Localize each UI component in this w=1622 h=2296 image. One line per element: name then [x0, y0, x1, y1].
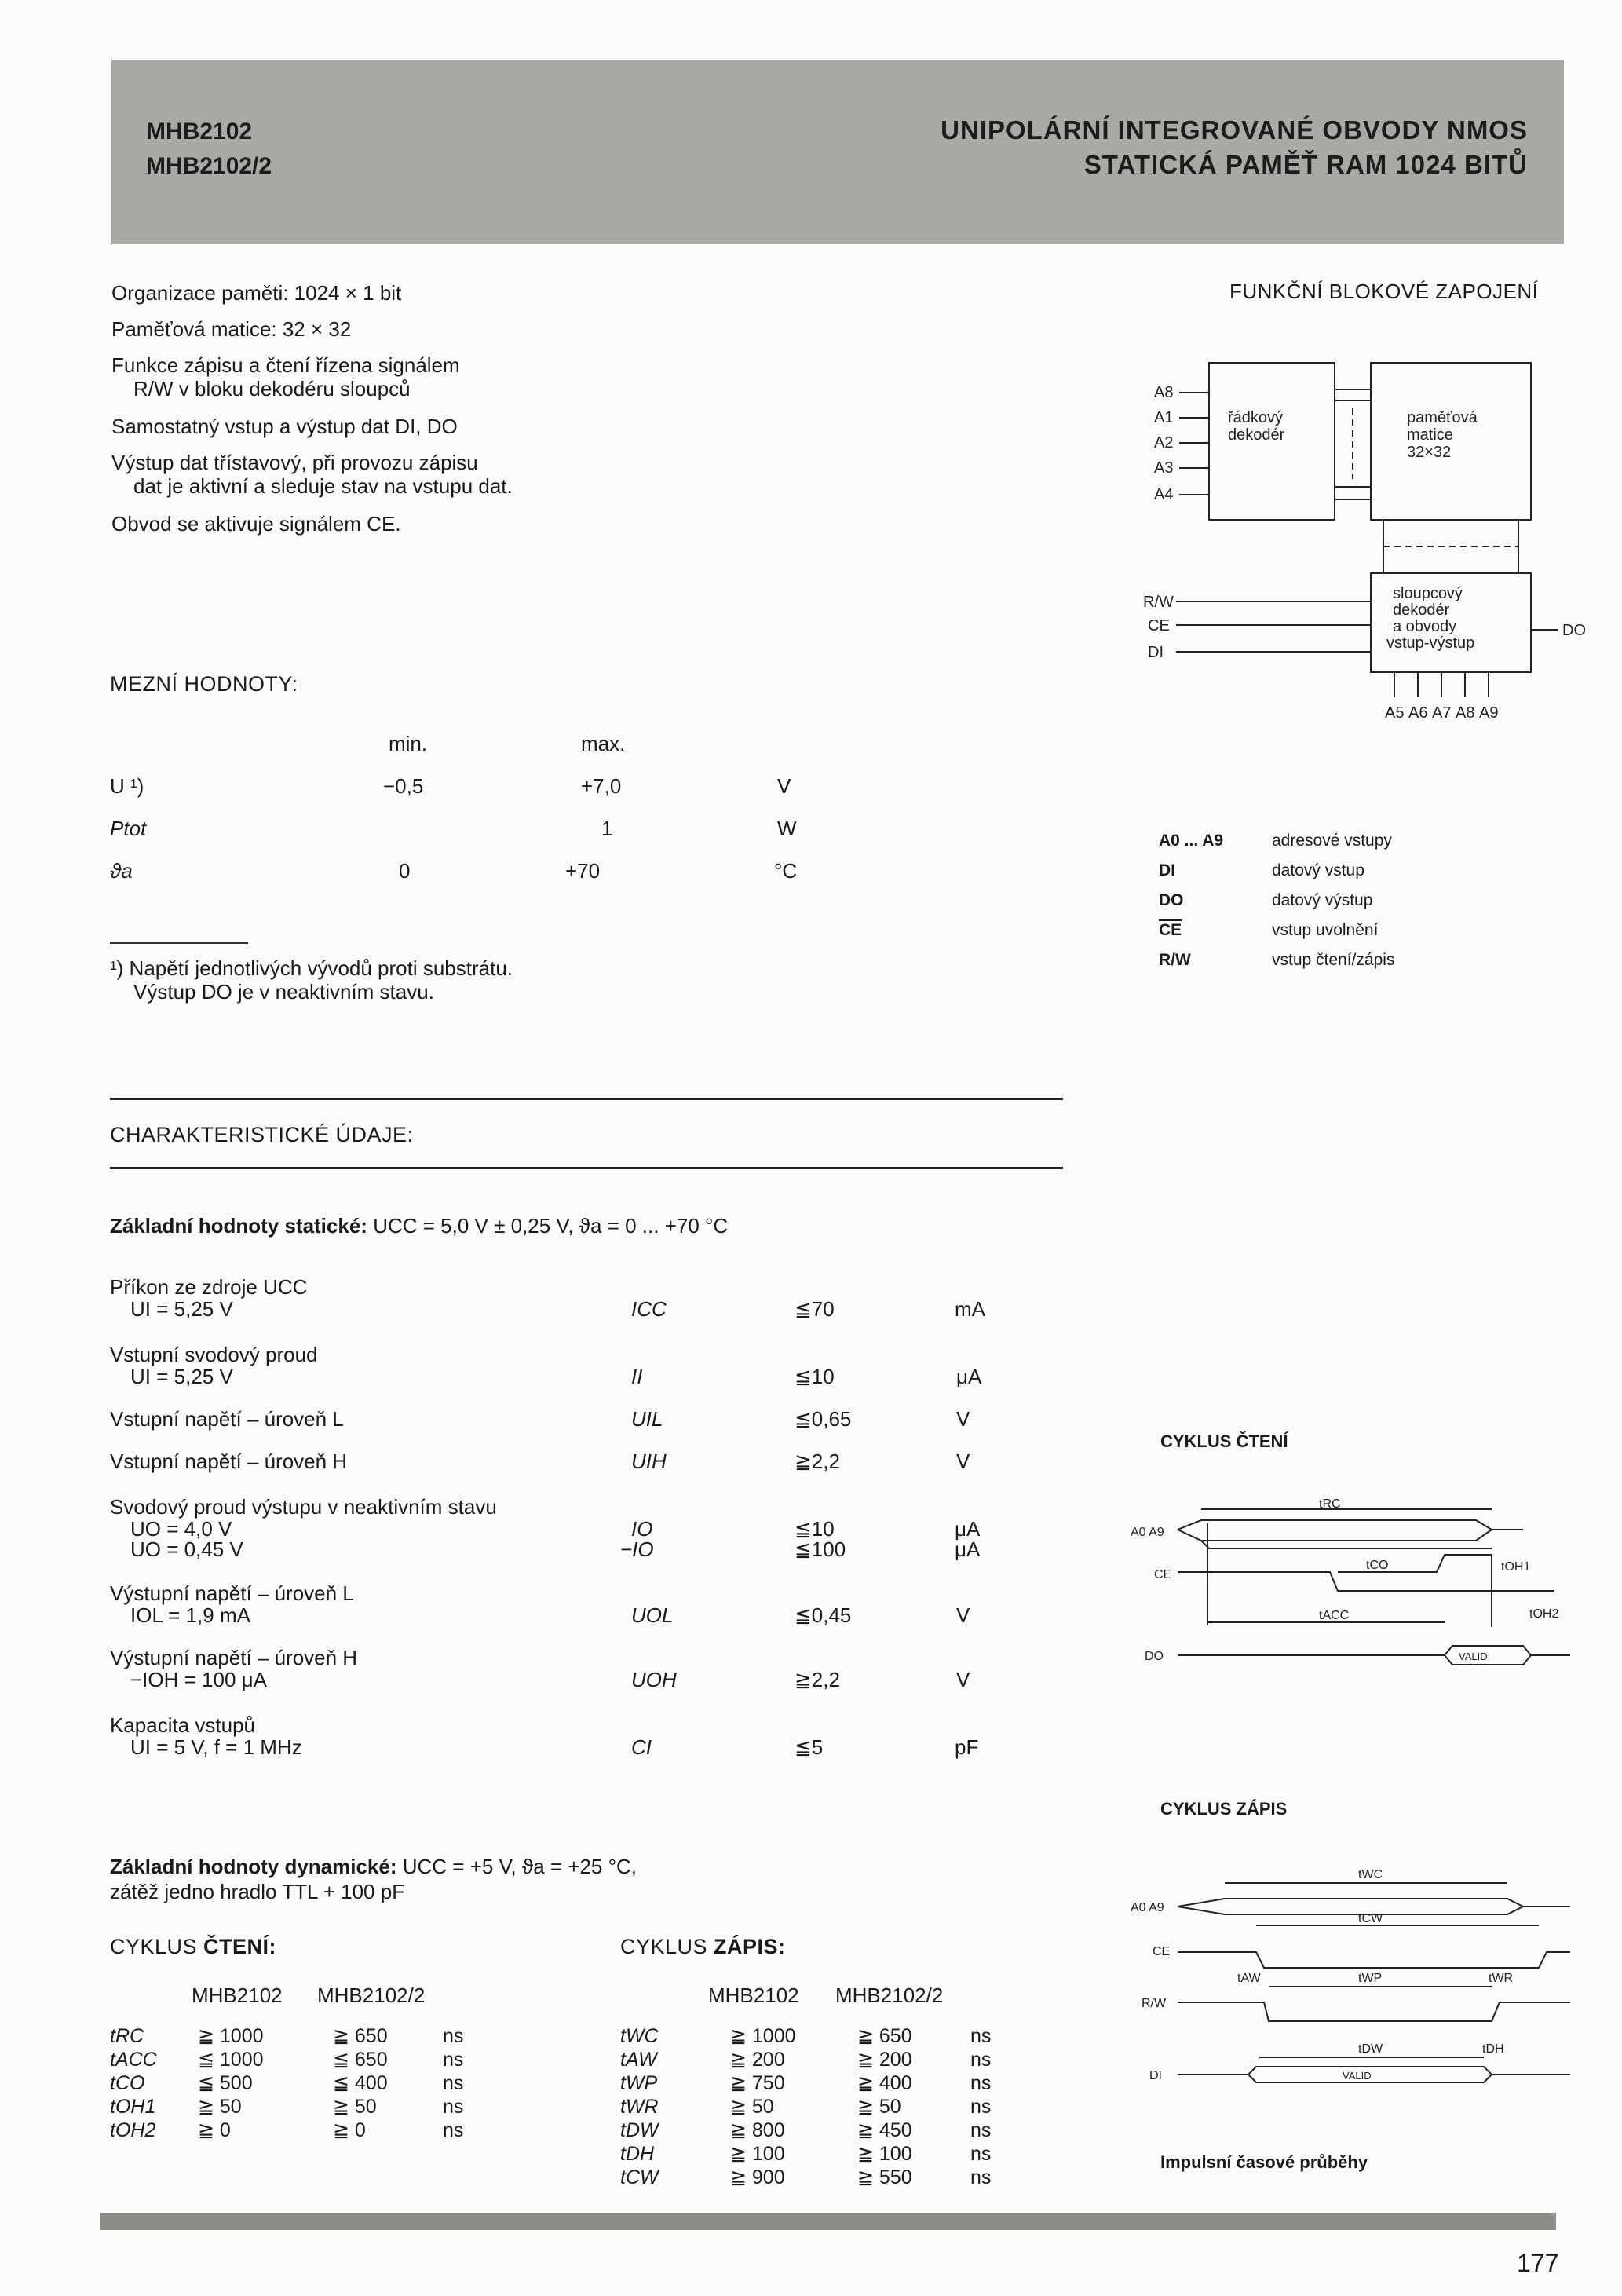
limit-sym: ϑa	[110, 859, 133, 883]
param-cond: IOL = 1,9 mA	[130, 1603, 250, 1627]
input-a8-label: A8	[1154, 384, 1174, 401]
legend-desc: vstup čtení/zápis	[1272, 951, 1395, 969]
limit-max: +70	[565, 859, 601, 883]
dynamic-label: Základní hodnoty dynamické:	[110, 1855, 397, 1878]
param-sym: UIL	[631, 1407, 663, 1431]
timing-sym: tRC	[110, 2025, 144, 2047]
write-twc-label: tWC	[1358, 1868, 1383, 1881]
timing-val-b: ≧ 50	[857, 2096, 901, 2118]
page-number: 177	[1517, 2249, 1559, 2277]
limit-unit: V	[777, 774, 791, 798]
param-val: ≧2,2	[795, 1668, 840, 1691]
timing-val-b: ≧ 100	[857, 2143, 912, 2165]
timing-val-b: ≧ 450	[857, 2119, 912, 2141]
row-decoder-label-2: dekodér	[1228, 426, 1285, 444]
limit-sym: Ptot	[110, 817, 147, 840]
write-cycle-timing-title: CYKLUS ZÁPIS	[1160, 1799, 1288, 1819]
input-a1-label: A1	[1154, 409, 1174, 426]
param-unit: pF	[955, 1735, 979, 1759]
param-val: ≦0,65	[795, 1407, 852, 1431]
param-unit: V	[956, 1603, 970, 1627]
param-name: Vstupní svodový proud	[110, 1343, 318, 1366]
read-ce-label: CE	[1154, 1568, 1172, 1581]
footer-bar	[100, 2213, 1556, 2230]
param-val: ≧2,2	[795, 1450, 840, 1473]
timing-val-b: ≦ 650	[333, 2049, 388, 2071]
timing-sym: tAW	[620, 2049, 657, 2071]
timing-val-a: ≧ 50	[730, 2096, 774, 2118]
limit-max: +7,0	[581, 774, 622, 798]
timing-sym: tWR	[620, 2096, 659, 2118]
read-toh1-label: tOH1	[1501, 1560, 1531, 1574]
timing-sym: tWP	[620, 2072, 658, 2094]
write-timing-table	[620, 2024, 1028, 2197]
footnote-2: Výstup DO je v neaktivním stavu.	[133, 980, 434, 1004]
legend-sym: R/W	[1159, 951, 1191, 969]
timing-unit: ns	[443, 2096, 464, 2118]
header-title-2: STATICKÁ PAMĚŤ RAM 1024 BITŮ	[1083, 150, 1528, 179]
param-sym: UOL	[631, 1603, 674, 1627]
timing-unit: ns	[970, 2096, 992, 2118]
col-decoder-label-4: vstup-výstup	[1386, 634, 1475, 652]
param-unit: V	[956, 1668, 970, 1691]
write-ce-label: CE	[1153, 1945, 1171, 1958]
feature-line: Výstup dat třístavový, při provozu zápisu	[111, 451, 478, 474]
write-twr-label: tWR	[1489, 1972, 1514, 1985]
param-cond: −IOH = 100 μA	[130, 1668, 267, 1691]
param-unit: mA	[955, 1297, 985, 1321]
read-toh2-label: tOH2	[1529, 1607, 1559, 1621]
write-cycle-title-b: ZÁPIS:	[714, 1935, 786, 1958]
timing-val-b: ≧ 550	[857, 2166, 912, 2188]
write-rw-label: R/W	[1142, 1997, 1167, 2010]
timing-unit: ns	[970, 2119, 992, 2141]
bottom-a7-label: A7	[1432, 704, 1452, 722]
write-tdw-label: tDW	[1358, 2042, 1383, 2056]
timing-val-a: ≧ 100	[730, 2143, 785, 2165]
characteristics-title: CHARAKTERISTICKÉ ÚDAJE:	[110, 1123, 414, 1146]
dynamic-conditions: UCC = +5 V, ϑa = +25 °C,	[402, 1855, 637, 1878]
param-cond: UO = 0,45 V	[130, 1537, 243, 1561]
timing-val-b: ≧ 400	[857, 2072, 912, 2094]
param-sym: −IO	[620, 1537, 654, 1561]
legend-sym: A0 ... A9	[1159, 832, 1224, 850]
timing-sym: tDW	[620, 2119, 659, 2141]
write-col-a: MHB2102	[708, 1983, 799, 2007]
timing-unit: ns	[970, 2166, 992, 2188]
input-rw-label: R/W	[1143, 594, 1174, 611]
timing-sym: tWC	[620, 2025, 659, 2047]
row-decoder-label-1: řádkový	[1228, 409, 1284, 426]
timing-unit: ns	[443, 2049, 464, 2071]
param-unit: μA	[955, 1537, 981, 1561]
bottom-a9-label: A9	[1479, 704, 1499, 722]
col-decoder-label-3: a obvody	[1393, 618, 1457, 635]
section-rule	[110, 1098, 1063, 1100]
param-name: Kapacita vstupů	[110, 1713, 256, 1737]
legend-desc: datový vstup	[1272, 861, 1364, 879]
param-cond: UI = 5,25 V	[130, 1365, 233, 1388]
col-decoder-label-2: dekodér	[1393, 601, 1450, 619]
read-cycle-title	[110, 1935, 276, 1958]
param-name: Příkon ze zdroje UCC	[110, 1275, 308, 1299]
timing-val-a: ≧ 1000	[198, 2025, 264, 2047]
limit-min: −0,5	[383, 774, 424, 798]
param-unit: V	[956, 1407, 970, 1431]
input-di-label: DI	[1148, 644, 1164, 661]
input-a3-label: A3	[1154, 459, 1174, 477]
param-sym: UOH	[631, 1668, 677, 1691]
limit-sym: U ¹)	[110, 774, 144, 798]
read-valid-label: VALID	[1459, 1651, 1488, 1662]
timing-val-a: ≧ 750	[730, 2072, 785, 2094]
static-heading	[110, 1214, 728, 1238]
read-col-a: MHB2102	[192, 1983, 283, 2007]
timing-val-a: ≧ 800	[730, 2119, 785, 2141]
matrix-label-2: matice	[1407, 426, 1453, 444]
param-cond: UO = 4,0 V	[130, 1517, 232, 1541]
bottom-a8-label: A8	[1456, 704, 1475, 722]
timing-unit: ns	[970, 2049, 992, 2071]
timing-sym: tOH1	[110, 2096, 156, 2118]
timing-unit: ns	[443, 2072, 464, 2094]
write-cycle-title-a: CYKLUS	[620, 1935, 714, 1958]
timing-val-a: ≧ 900	[730, 2166, 785, 2188]
feature-line: dat je aktivní a sleduje stav na vstupu dat.	[133, 474, 513, 498]
param-sym: UIH	[631, 1450, 667, 1473]
dynamic-load: zátěž jedno hradlo TTL + 100 pF	[110, 1880, 405, 1903]
limits-title: MEZNÍ HODNOTY:	[110, 672, 298, 696]
timing-unit: ns	[970, 2072, 992, 2094]
read-cycle-title-a: CYKLUS	[110, 1935, 204, 1958]
static-label: Základní hodnoty statické:	[110, 1214, 367, 1238]
timing-val-a: ≧ 1000	[730, 2025, 796, 2047]
limit-min: 0	[399, 859, 411, 883]
param-name: Vstupní napětí – úroveň L	[110, 1407, 344, 1431]
write-tdh-label: tDH	[1482, 2042, 1504, 2056]
read-trc-label: tRC	[1319, 1497, 1341, 1511]
limit-unit: °C	[774, 859, 798, 883]
header-title-1: UNIPOLÁRNÍ INTEGROVANÉ OBVODY NMOS	[941, 115, 1528, 144]
legend-sym: $\overline{CE}$	[1159, 921, 1182, 939]
feature-line: Paměťová matice: 32 × 32	[111, 317, 352, 341]
write-taw-label: tAW	[1237, 1972, 1261, 1985]
param-sym: II	[631, 1365, 643, 1388]
timing-val-b: ≧ 50	[333, 2096, 377, 2118]
read-cycle-timing-title: CYKLUS ČTENÍ	[1160, 1431, 1288, 1451]
timing-val-b: ≦ 400	[333, 2072, 388, 2094]
read-do-label: DO	[1145, 1650, 1164, 1663]
write-di-label: DI	[1149, 2069, 1162, 2082]
timing-val-a: ≦ 500	[198, 2072, 253, 2094]
legend-sym: DO	[1159, 891, 1184, 909]
param-name: Svodový proud výstupu v neaktivním stavu	[110, 1495, 497, 1519]
param-sym: ICC	[631, 1297, 667, 1321]
limits-col-max: max.	[581, 732, 626, 755]
write-valid-label: VALID	[1343, 2070, 1372, 2082]
dynamic-heading	[110, 1855, 637, 1878]
timing-unit: ns	[970, 2025, 992, 2047]
feature-line: Organizace paměti: 1024 × 1 bit	[111, 281, 402, 305]
footnote-1: ¹) Napětí jednotlivých vývodů proti substrátu.	[110, 956, 513, 980]
timing-val-b: ≧ 0	[333, 2119, 366, 2141]
param-sym: IO	[631, 1517, 653, 1541]
param-unit: μA	[955, 1517, 981, 1541]
param-val: ≦0,45	[795, 1603, 852, 1627]
input-a4-label: A4	[1154, 486, 1174, 503]
input-a2-label: A2	[1154, 434, 1174, 452]
legend-sym: DI	[1159, 861, 1175, 879]
param-val: ≦10	[795, 1365, 835, 1388]
param-unit: μA	[956, 1365, 982, 1388]
param-name: Vstupní napětí – úroveň H	[110, 1450, 348, 1473]
model-name-2: MHB2102/2	[146, 153, 272, 179]
timing-caption: Impulsní časové průběhy	[1160, 2152, 1368, 2172]
timing-unit: ns	[443, 2119, 464, 2141]
matrix-label-3: 32×32	[1407, 444, 1452, 461]
feature-line: Obvod se aktivuje signálem CE.	[111, 512, 401, 536]
timing-unit: ns	[443, 2025, 464, 2047]
legend-desc: vstup uvolnění	[1272, 921, 1379, 939]
param-cond: UI = 5 V, f = 1 MHz	[130, 1735, 302, 1759]
input-ce-label: CE	[1148, 617, 1170, 634]
read-col-b: MHB2102/2	[317, 1983, 426, 2007]
read-cycle-title-b: ČTENÍ:	[203, 1935, 277, 1958]
output-do-label: DO	[1562, 622, 1586, 639]
model-name-1: MHB2102	[146, 119, 253, 144]
limits-col-min: min.	[389, 732, 428, 755]
read-cycle-diagram	[1131, 1492, 1586, 1680]
legend-desc: adresové vstupy	[1272, 832, 1392, 850]
section-rule	[110, 1167, 1063, 1169]
param-name: Výstupní napětí – úroveň L	[110, 1581, 354, 1605]
timing-sym: tACC	[110, 2049, 157, 2071]
param-val: ≦70	[795, 1297, 835, 1321]
param-val: ≦10	[795, 1517, 835, 1541]
timing-val-b: ≧ 650	[333, 2025, 388, 2047]
timing-sym: tDH	[620, 2143, 655, 2165]
timing-unit: ns	[970, 2143, 992, 2165]
timing-val-b: ≧ 200	[857, 2049, 912, 2071]
param-unit: V	[956, 1450, 970, 1473]
timing-val-a: ≧ 200	[730, 2049, 785, 2071]
timing-val-a: ≧ 0	[198, 2119, 231, 2141]
feature-line: Samostatný vstup a výstup dat DI, DO	[111, 415, 458, 438]
write-addr-label: A0 A9	[1131, 1901, 1164, 1914]
write-col-b: MHB2102/2	[835, 1983, 944, 2007]
param-cond: UI = 5,25 V	[130, 1297, 233, 1321]
matrix-label-1: paměťová	[1407, 409, 1478, 426]
read-addr-label: A0 A9	[1131, 1526, 1164, 1539]
timing-val-b: ≧ 650	[857, 2025, 912, 2047]
timing-sym: tOH2	[110, 2119, 156, 2141]
feature-line: R/W v bloku dekodéru sloupců	[133, 377, 411, 400]
read-tacc-label: tACC	[1319, 1609, 1350, 1622]
timing-val-a: ≧ 50	[198, 2096, 242, 2118]
col-decoder-label-1: sloupcový	[1393, 585, 1463, 602]
param-sym: CI	[631, 1735, 652, 1759]
limit-max: 1	[601, 817, 613, 840]
write-cycle-diagram	[1131, 1861, 1586, 2104]
param-name: Výstupní napětí – úroveň H	[110, 1646, 358, 1669]
bottom-a6-label: A6	[1408, 704, 1428, 722]
static-conditions: UCC = 5,0 V ± 0,25 V, ϑa = 0 ... +70 °C	[373, 1214, 729, 1238]
param-val: ≦5	[795, 1735, 824, 1759]
timing-sym: tCW	[620, 2166, 659, 2188]
block-diagram-title: FUNKČNÍ BLOKOVÉ ZAPOJENÍ	[1229, 280, 1539, 303]
write-cycle-title	[620, 1935, 786, 1958]
feature-line: Funkce zápisu a čtení řízena signálem	[111, 353, 460, 377]
read-tco-label: tCO	[1366, 1559, 1389, 1572]
timing-sym: tCO	[110, 2072, 145, 2094]
footnote-rule	[110, 942, 248, 944]
read-timing-table	[110, 2024, 518, 2150]
param-val: ≦100	[795, 1537, 846, 1561]
legend-desc: datový výstup	[1272, 891, 1373, 909]
write-tcw-label: tCW	[1358, 1912, 1383, 1925]
block-diagram	[1131, 345, 1594, 746]
limit-unit: W	[777, 817, 797, 840]
timing-val-a: ≦ 1000	[198, 2049, 264, 2071]
bottom-a5-label: A5	[1385, 704, 1405, 722]
write-twp-label: tWP	[1358, 1972, 1383, 1985]
